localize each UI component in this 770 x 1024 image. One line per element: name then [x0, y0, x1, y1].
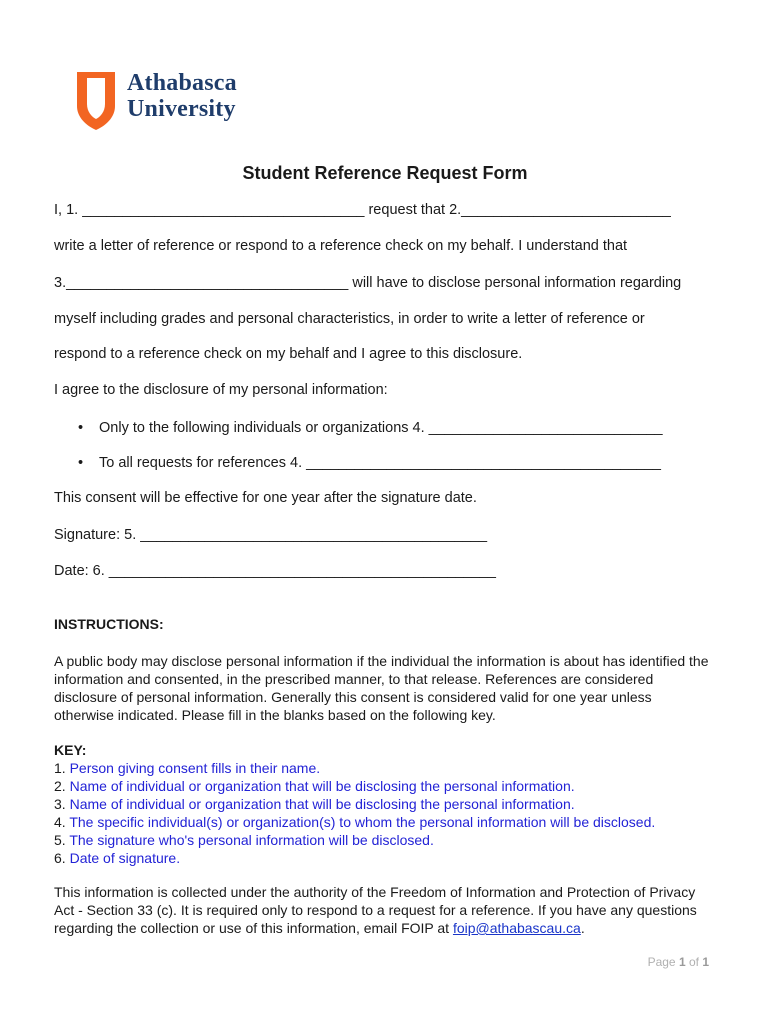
foip-email-link[interactable]: foip@athabascau.ca [452, 920, 581, 936]
form-line-6: I agree to the disclosure of my personal information: [54, 382, 388, 398]
key-item [54, 831, 714, 849]
bullet-item-2: To all requests for references 4. ____________________________________________ [99, 455, 661, 471]
page-label: Page [647, 955, 679, 969]
instructions-heading: INSTRUCTIONS: [54, 616, 164, 632]
key-text: Person giving consent fills in their name. [69, 760, 321, 776]
logo-line-2: University [127, 96, 236, 122]
key-number: 6. [54, 850, 70, 866]
bullet-marker: • [78, 420, 84, 436]
bullet-marker: • [78, 455, 84, 471]
page-number [648, 955, 709, 969]
key-item [54, 813, 714, 831]
page-title: Student Reference Request Form [242, 163, 528, 183]
form-line-5: respond to a reference check on my behalf and I agree to this disclosure. [54, 346, 523, 362]
logo-line-1: Athabasca [127, 70, 237, 96]
form-line-3: 3.___________________________________ will have to disclose personal information regarding [54, 275, 682, 291]
key-text: Name of individual or organization that will be disclosing the personal information. [69, 778, 575, 794]
foip-text: This information is collected under the authority of the Freedom of Information and Protection of Privacy Act - Section 33 (c). It is required only to respond to a request for a reference. If you have any questions regarding the collection or use of this information, email FOIP at [54, 884, 697, 936]
form-line-4: myself including grades and personal characteristics, in order to write a letter of reference or [54, 311, 645, 327]
key-section [54, 741, 714, 867]
key-number: 4. [54, 814, 70, 830]
form-line-2: write a letter of reference or respond to a reference check on my behalf. I understand that [54, 238, 628, 254]
key-item [54, 849, 714, 867]
key-text: The specific individual(s) or organization(s) to whom the personal information will be disclosed. [69, 814, 656, 830]
foip-notice [54, 883, 714, 937]
key-item [54, 759, 714, 777]
foip-period: . [580, 920, 585, 936]
key-item [54, 777, 714, 795]
date-line: Date: 6. ________________________________________________ [54, 563, 496, 579]
logo-wordmark [127, 70, 237, 122]
page-of-label: of [685, 955, 703, 969]
key-number: 1. [54, 760, 70, 776]
key-text: The signature who's personal information will be disclosed. [69, 832, 434, 848]
form-line-1: I, 1. ___________________________________ request that 2.__________________________ [54, 202, 671, 218]
consent-text: This consent will be effective for one year after the signature date. [54, 490, 477, 506]
key-text: Date of signature. [69, 850, 181, 866]
university-logo [75, 70, 255, 135]
bullet-item-1: Only to the following individuals or organizations 4. _____________________________ [99, 420, 663, 436]
shield-icon [75, 70, 117, 132]
key-number: 3. [54, 796, 70, 812]
key-item [54, 795, 714, 813]
signature-line: Signature: 5. ___________________________________________ [54, 527, 488, 543]
page-total: 1 [702, 955, 709, 969]
page-current: 1 [678, 955, 686, 969]
key-text: Name of individual or organization that will be disclosing the personal information. [69, 796, 575, 812]
key-number: 5. [54, 832, 70, 848]
instructions-body: A public body may disclose personal information if the individual the information is about has identified the information and consented, in the prescribed manner, to that release. References are considered disclosure of personal information. Generally this consent is considered valid for one year unless otherwise indicated. Please fill in the blanks based on the following key. [54, 653, 709, 723]
key-heading: KEY: [54, 742, 87, 758]
key-number: 2. [54, 778, 70, 794]
